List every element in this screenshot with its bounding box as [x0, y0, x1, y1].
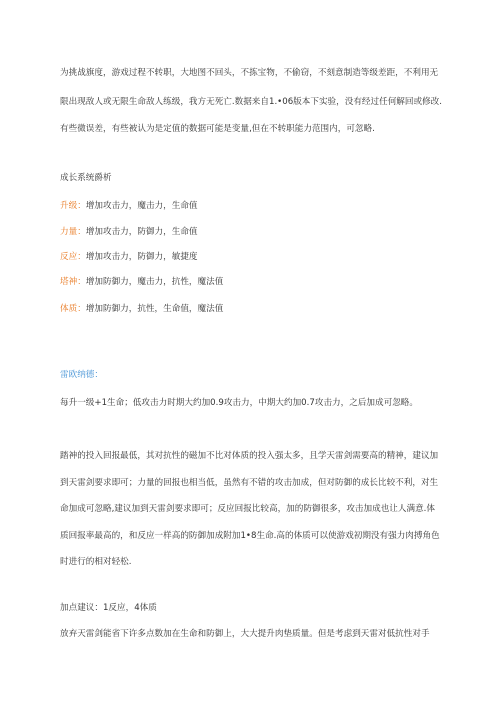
intro-line: 为挑战旗度，游戏过程不转职，大地图不回头，不拣宝物，不偷窃，不刻意制造等级差距，不利用无 — [60, 68, 439, 78]
suggestion-text: 放弃天雷剑能省下许多点数加在生命和防御上，大大提升肉垫质量。但是考虑到天雷对低抗性对手 — [60, 629, 430, 639]
section-heading: 成长系统爵析 — [60, 173, 112, 183]
character-summary: 每升一级+1生命；低攻击力时期大约加0.9攻击力，中期大约加0.7攻击力，之后加成可忽略。 — [60, 398, 418, 408]
analysis-line: 踏神的投入回报最低，其对抗性的磁加不比对体质的投入强太多，且学天雷剑需要高的精神，建议加 — [60, 451, 439, 461]
growth-item-label: 塔神： — [60, 277, 86, 287]
analysis-line: 到天雷剑要求即可；力量的回报也相当低，虽然有不错的攻击加成，但对防御的成长比较不利，对生 — [60, 478, 439, 488]
growth-item-desc: 增加防御力，抗性，生命值，魔法值 — [85, 304, 224, 314]
growth-item-desc: 增加攻击力，魔击力，生命值 — [85, 201, 198, 211]
growth-item — [60, 276, 450, 288]
analysis-line: 时进行的相对轻松. — [60, 557, 132, 567]
growth-item-label: 升级： — [60, 201, 86, 211]
growth-item-label: 反应： — [60, 252, 86, 262]
growth-item-desc: 增加防御力，魔击力，抗性，魔法值 — [85, 277, 224, 287]
growth-item — [60, 251, 450, 263]
growth-item — [60, 226, 450, 238]
intro-line: 限出现敌人或无限生命敌人练级，我方无死亡.数据来自1.•06版本下实验，没有经过任何解回或修改. — [60, 97, 443, 107]
suggestion-title: 加点建议：1反应，4体质 — [60, 603, 157, 613]
growth-item-desc: 增加攻击力，防御力，生命值 — [85, 227, 198, 237]
analysis-line: 命加成可忽略,建议加到天雷剑要求即可；反应回报比较高，加的防御很多，攻击加成也让人满意.体 — [60, 504, 435, 514]
intro-line: 有些微误差，有些被认为是定值的数据可能是变量,但在不转职能力范围内，可忽略. — [60, 124, 375, 134]
growth-item-desc: 增加攻击力，防御力，敏捷度 — [85, 252, 198, 262]
analysis-line: 质回报率最高的，和反应一样高的防御加成附加1•8生命.高的体质可以使游戏初期没有强力肉搏角色 — [60, 531, 440, 541]
growth-item — [60, 200, 450, 212]
growth-item — [60, 303, 450, 315]
growth-item-label: 体质： — [60, 304, 86, 314]
growth-item-label: 力量： — [60, 227, 86, 237]
character-name: 雷欧纳德： — [60, 370, 103, 380]
